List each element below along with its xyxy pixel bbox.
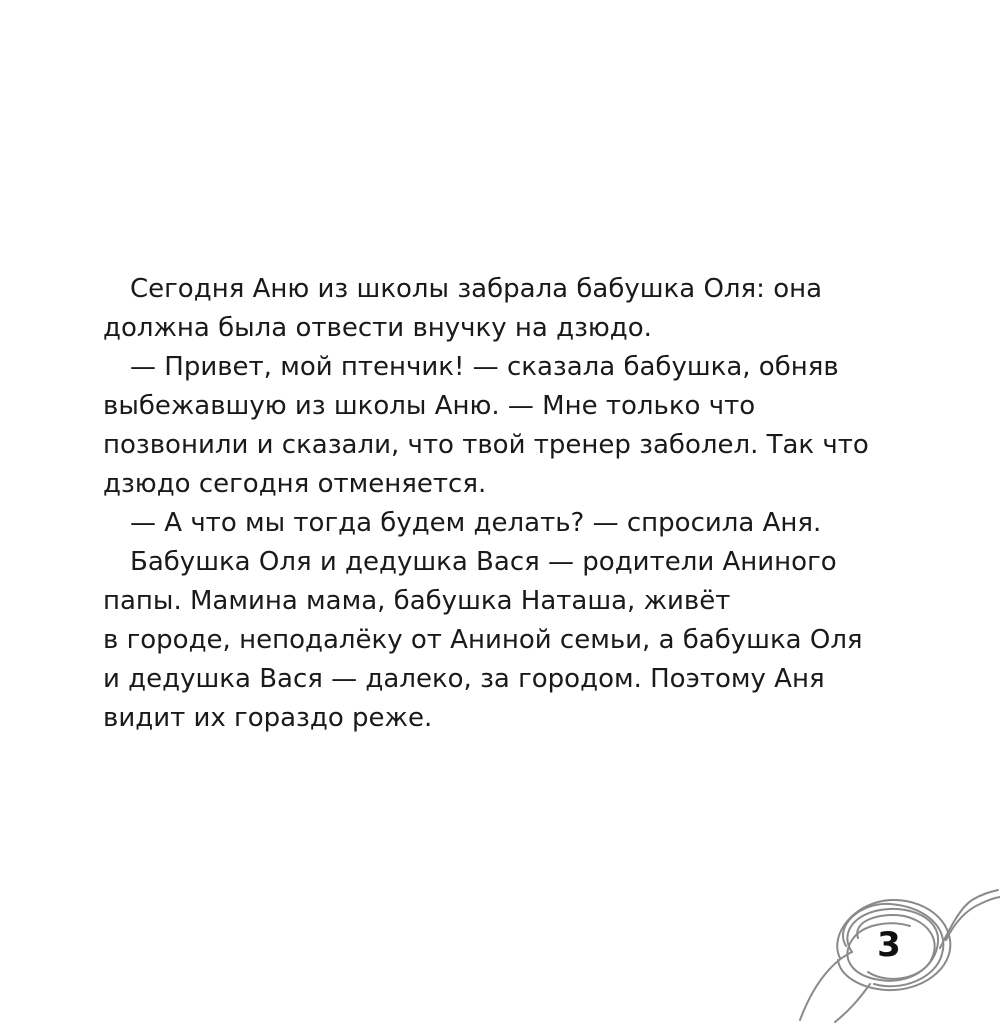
page-number: 3 bbox=[877, 925, 901, 965]
text-line: должна была отвести внучку на дзюдо. bbox=[103, 313, 652, 343]
text-line: — Привет, мой птенчик! — сказала бабушка, обняв bbox=[130, 352, 839, 382]
text-line: папы. Мамина мама, бабушка Наташа, живёт bbox=[103, 586, 731, 616]
text-line: Бабушка Оля и дедушка Вася — родители Аниного bbox=[130, 547, 837, 577]
text-line: Сегодня Аню из школы забрала бабушка Оля: она bbox=[130, 274, 823, 304]
text-line: и дедушка Вася — далеко, за городом. Поэтому Аня bbox=[103, 664, 825, 694]
paragraph-1 bbox=[103, 270, 893, 348]
text-line: видит их гораздо реже. bbox=[103, 703, 433, 733]
text-line: дзюдо сегодня отменяется. bbox=[103, 469, 487, 499]
text-line: позвонили и сказали, что твой тренер заболел. Так что bbox=[103, 430, 869, 460]
paragraph-4 bbox=[103, 543, 893, 738]
text-line: выбежавшую из школы Аню. — Мне только что bbox=[103, 391, 756, 421]
text-line: — А что мы тогда будем делать? — спросила Аня. bbox=[130, 508, 822, 538]
text-line: в городе, неподалёку от Аниной семьи, а бабушка Оля bbox=[103, 625, 863, 655]
paragraph-3 bbox=[103, 504, 893, 543]
page-text bbox=[103, 270, 893, 738]
paragraph-2 bbox=[103, 348, 893, 504]
